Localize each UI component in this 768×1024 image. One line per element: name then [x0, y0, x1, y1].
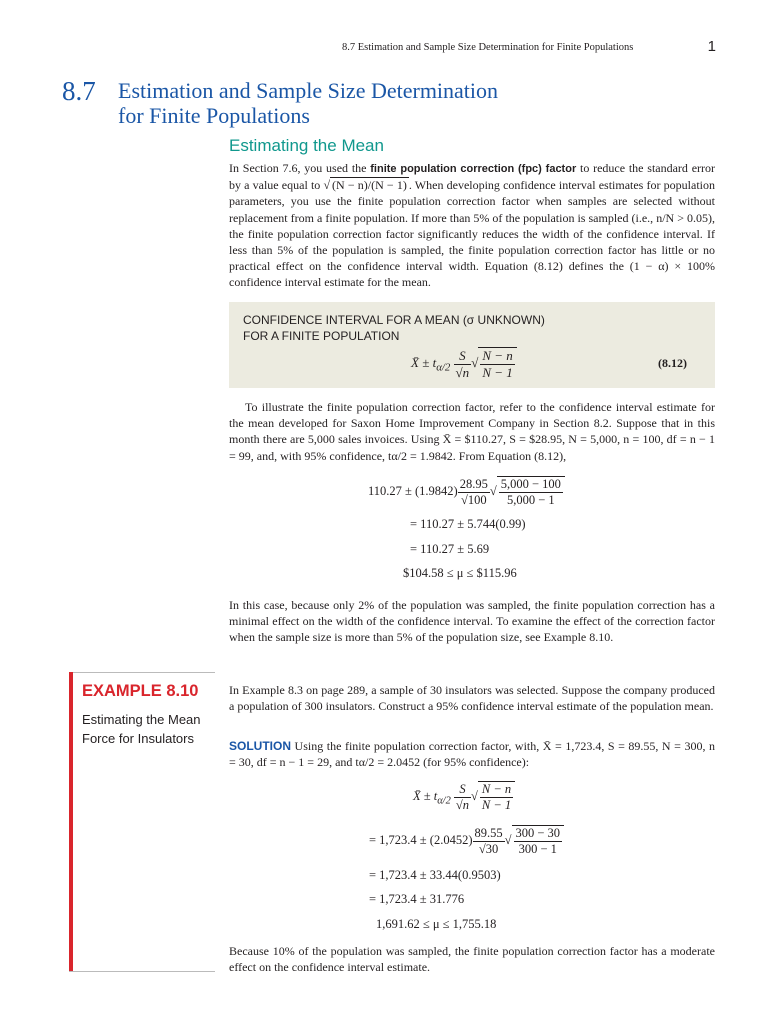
ex-formula-den: √n [455, 797, 470, 812]
fpc-expression: (N − n)/(N − 1) [332, 178, 407, 193]
calc1-lead: 110.27 ± (1.9842) [368, 483, 458, 498]
formula-box-title-line1: CONFIDENCE INTERVAL FOR A MEAN (σ UNKNOWN) [243, 313, 545, 327]
ex-calc-radical [512, 825, 565, 857]
formula-box [229, 302, 715, 388]
ex-formula-rad-den: N − 1 [481, 798, 512, 812]
ex-calc-lead: = 1,723.4 ± (2.0452) [369, 832, 473, 847]
example-side-bar [69, 672, 73, 972]
example-solution [229, 738, 715, 770]
equation-number: (8.12) [658, 356, 687, 370]
example-calc-line2: = 1,723.4 ± 33.44(0.9503) [369, 868, 501, 882]
calc1-radical [497, 476, 565, 508]
ex-formula-fraction [454, 782, 471, 813]
ex-formula-sub: α/2 [437, 795, 451, 807]
subhead-estimating-mean: Estimating the Mean [229, 136, 384, 155]
conclusion-paragraph: In this case, because only 2% of the population was sampled, the finite population correction has a minimal effect on the width of the confidence interval. To examine the effect of the correction factor when the sample size is more than 5% of the population size, see Example 8.10. [229, 598, 715, 645]
calc1-line3: = 110.27 ± 5.69 [410, 542, 490, 556]
formula-rad-den: N − 1 [482, 365, 513, 380]
example-label: EXAMPLE 8.10 [82, 682, 199, 700]
solution-label: SOLUTION [229, 739, 291, 753]
calc1-line4: $104.58 ≤ μ ≤ $115.96 [403, 566, 517, 580]
page-number: 1 [707, 38, 716, 55]
ex-formula-rad-num: N − n [481, 782, 512, 796]
intro-text-b: to reduce the standard error by a value equal to [229, 161, 716, 193]
calc1-num: 28.95 [459, 476, 488, 491]
calc1-line2: = 110.27 ± 5.744(0.99) [410, 517, 526, 531]
formula-box-title-line2: FOR A FINITE POPULATION [243, 329, 400, 343]
example-top-rule [69, 672, 215, 673]
calc1-line1: 110.27 ± (1.9842) $\frac{28.95}{√100}$ √ $\frac{5,000 - 100}{5,000 - 1}$ [368, 476, 565, 508]
formula-8-12: X̄ ± $t_{\alpha/2}$ $\frac{S}{√n}$ √ $\frac{N - n}{N - 1}$ [411, 347, 517, 381]
example-bottom-rule [69, 971, 215, 972]
example-calc-line4: 1,691.62 ≤ μ ≤ 1,755.18 [376, 917, 497, 931]
formula-fraction [454, 348, 472, 381]
section-number: 8.7 [62, 76, 96, 106]
example-subtitle: Estimating the Mean Force for Insulators [82, 712, 201, 746]
ex-calc-num: 89.55 [474, 825, 503, 840]
ex-calc-rad-num: 300 − 30 [515, 826, 561, 840]
example-formula: X̄ ± $t_{\alpha/2}$ $\frac{S}{√n}$ √ $\frac{N - n}{N - 1}$ [413, 781, 515, 813]
formula-den: √n [455, 364, 470, 380]
intro-paragraph: In Section 7.6, you used the finite population correction (fpc) factor to reduce the standard error by a value equal to √ (N − n)/(N − 1) . When developing confidence interval estimates for population parameters, you use the finite population correction factor when samples are selected without replacement from a finite population. If more than 5% of the population is sampled (i.e., n/N > 0.05), the finite population correction factor significantly reduces the width of the confidence interval. If less than 5% of the population is sampled, the finite population correction factor has little or no practical effect on the confidence interval width. Equation (8.12) defines the (1 − α) × 100% confidence interval estimate for the mean. [229, 161, 716, 290]
formula-radical [478, 347, 516, 381]
ex-formula-lead: X̄ ± t [413, 788, 438, 803]
formula-rad-num: N − n [482, 348, 513, 363]
example-problem: In Example 8.3 on page 289, a sample of 30 insulators was selected. Suppose the company produced a population of 300 insulators. Construct a 95% confidence interval estimate of the population mean. [229, 683, 715, 714]
section-title-line1: Estimation and Sample Size Determination [118, 78, 499, 103]
solution-text: Using the finite population correction factor, with, X̄ = 1,723.4, S = 89.55, N = 300, n = 30, df = n − 1 = 29, and tα/2 = 2.0452 (for 95% confidence): [229, 739, 715, 770]
formula-box-title [243, 312, 545, 344]
calc1-fraction [458, 477, 490, 508]
ex-formula-radical [478, 781, 515, 813]
ex-formula-num: S [454, 782, 471, 798]
running-head: 8.7 Estimation and Sample Size Determination for Finite Populations [342, 42, 634, 53]
example-conclusion: Because 10% of the population was sampled, the finite population correction factor has a moderate effect on the confidence interval estimate. [229, 944, 715, 975]
illustration-paragraph: To illustrate the finite population correction factor, refer to the confidence interval estimate for the mean developed for Saxon Home Improvement Company in Section 8.2. Suppose that in this month there are 5,000 sales invoices. Using X̄ = $110.27, S = $28.95, N = 5,000, n = 100, df = n − 1 = 99, and, with 95% confidence, tα/2 = 1.9842. From Equation (8.12), [229, 400, 715, 463]
ex-calc-rad-den: 300 − 1 [518, 842, 557, 856]
fpc-term: finite population correction (fpc) factor [370, 163, 577, 175]
intro-text-a: In Section 7.6, you used the [229, 161, 371, 175]
formula-num: S [454, 348, 472, 365]
section-title-line2: for Finite Populations [118, 103, 310, 128]
example-calc-line1: = 1,723.4 ± (2.0452) $\frac{89.55}{√30}$ √ $\frac{300 - 30}{300 - 1}$ [369, 825, 564, 857]
intro-text-c: . When developing confidence interval estimates for population parameters, you use the finite population correction factor when samples are selected without replacement from a finite population. If more than 5% of the population is sampled (i.e., n/N > 0.05), the finite population correction factor significantly reduces the width of the confidence interval. If less than 5% of the population is sampled, the finite population correction factor has little or no practical effect on the confidence interval width. Equation (8.12) defines the (1 − α) × 100% confidence interval estimate for the mean. [229, 178, 715, 290]
calc1-den: √100 [460, 492, 487, 507]
calc1-rad-den: 5,000 − 1 [506, 493, 555, 507]
ex-calc-fraction [473, 826, 505, 857]
calc1-rad-num: 5,000 − 100 [500, 477, 561, 491]
formula-sub: α/2 [436, 361, 451, 374]
ex-calc-den: √30 [478, 841, 499, 856]
example-calc-line3: = 1,723.4 ± 31.776 [369, 892, 465, 906]
section-title [118, 78, 558, 128]
formula-lead: X̄ ± t [411, 354, 437, 370]
